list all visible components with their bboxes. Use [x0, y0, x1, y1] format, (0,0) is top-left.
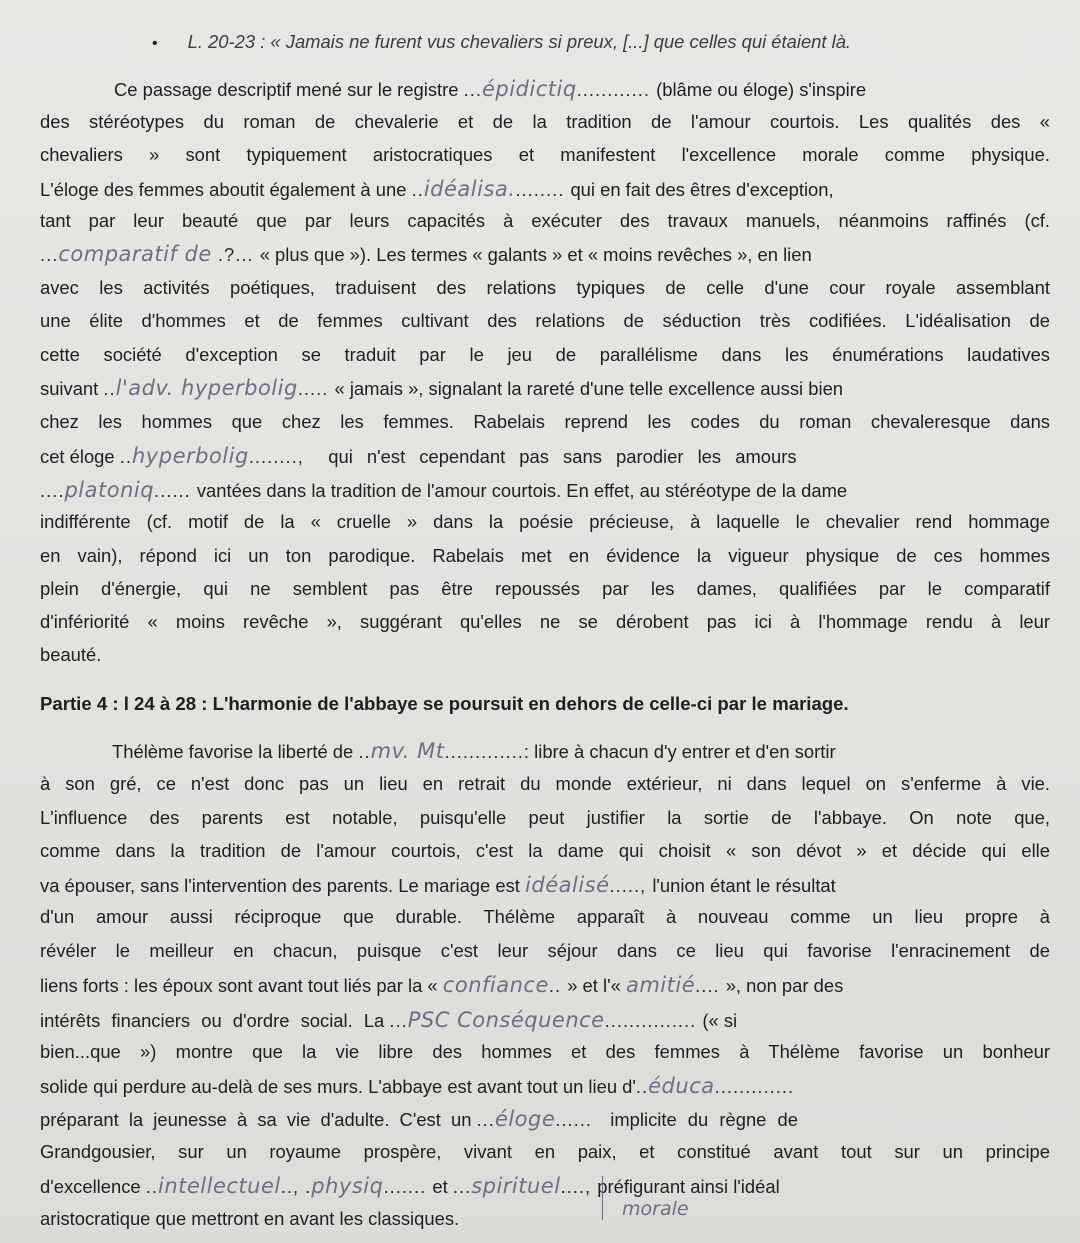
- text-line: cette société d'exception se traduit par le jeu de parallélisme dans les énumérations laudatives: [40, 344, 1050, 365]
- text-line: Thélème favorise la liberté de ..mv. Mt.............: libre à chacun d'y entrer et d'en sortir: [112, 739, 836, 763]
- text-segment: (blâme ou éloge) s'inspire: [656, 79, 867, 100]
- text-line: va épouser, sans l'intervention des parents. Le mariage est idéalisé....., l'union étant le résultat: [40, 873, 836, 897]
- text-segment: liens forts : les époux sont avant tout liés par la «: [40, 975, 438, 996]
- text-segment: intérêts financiers ou d'ordre social. La: [40, 1010, 385, 1031]
- handwritten-answer: platoniq: [64, 478, 155, 502]
- text-segment: vantées dans la tradition de l'amour courtois. En effet, au stéréotype de la dame: [196, 480, 848, 501]
- text-line: une élite d'hommes et de femmes cultivant des relations de séduction très codifiées. L'idéalisation de: [40, 310, 1050, 331]
- handwritten-answer: hyperbolig: [132, 444, 249, 468]
- text-line: des stéréotypes du roman de chevalerie et de la tradition de l'amour courtois. Les qualités des «: [40, 111, 1050, 132]
- text-segment: qui en fait des êtres d'exception,: [570, 179, 834, 200]
- text-line: d'un amour aussi réciproque que durable. Thélème apparaît à nouveau comme un lieu propre à: [40, 906, 1050, 927]
- text-segment: « plus que »). Les termes « galants » et « moins revêches », en lien: [259, 244, 812, 265]
- text-segment: suivant: [40, 378, 99, 399]
- text-segment: cet éloge: [40, 446, 115, 467]
- text-segment: implicite du règne de: [610, 1109, 798, 1130]
- handwritten-answer: comparatif de: [58, 242, 212, 266]
- text-line: avec les activités poétiques, traduisent des relations typiques de celle d'une cour royale assemblant: [40, 277, 1050, 298]
- text-line: intérêts financiers ou d'ordre social. La ...PSC Conséquence............... (« si: [40, 1008, 738, 1032]
- text-segment: Thélème favorise la liberté de: [112, 741, 354, 762]
- handwritten-answer: épidictiq: [481, 77, 577, 101]
- text-segment: » et l'«: [567, 975, 621, 996]
- handwritten-note: morale: [622, 1198, 689, 1220]
- text-line: chevaliers » sont typiquement aristocratiques et manifestent l'excellence morale comme physique.: [40, 144, 1050, 165]
- handwritten-answer: intellectuel: [158, 1174, 281, 1198]
- text-line: comme dans la tradition de l'amour courtois, c'est la dame qui choisit « son dévot » et décide qui elle: [40, 840, 1050, 861]
- text-segment: solide qui perdure au-delà de ses murs. L'abbaye est avant tout un lieu d': [40, 1076, 636, 1097]
- text-segment: d'excellence: [40, 1176, 141, 1197]
- text-line: indifférente (cf. motif de la « cruelle » dans la poésie précieuse, à laquelle le chevalier rend hommage: [40, 511, 1050, 532]
- text-line: liens forts : les époux sont avant tout liés par la « confiance.. » et l'« amitié.... », non par des: [40, 973, 844, 997]
- handwritten-answer: physiq: [311, 1174, 384, 1198]
- text-line: ....platoniq...... vantées dans la tradition de l'amour courtois. En effet, au stéréotype de la dame: [40, 478, 848, 502]
- text-line: solide qui perdure au-delà de ses murs. L'abbaye est avant tout un lieu d'..éduca.............: [40, 1074, 795, 1098]
- text-line: d'excellence ..intellectuel.., .physiq....... et ...spirituel...., préfigurant ainsi l'idéal: [40, 1174, 780, 1198]
- text-line: tant par leur beauté que par leurs capacités à exécuter des travaux manuels, néanmoins raffinés (cf.: [40, 210, 1050, 231]
- quote-reference: L. 20-23 : « Jamais ne furent vus chevaliers si preux, [...] que celles qui étaient là.: [187, 31, 852, 52]
- text-segment: préparant la jeunesse à sa vie d'adulte. C'est un: [40, 1109, 472, 1130]
- text-line: Grandgousier, sur un royaume prospère, vivant en paix, et constitué avant tout sur un principe: [40, 1141, 1050, 1162]
- text-segment: va épouser, sans l'intervention des parents. Le mariage est: [40, 875, 520, 896]
- handwritten-answer: amitié: [625, 973, 696, 997]
- text-line: en vain), répond ici un ton parodique. Rabelais met en évidence la vigueur physique de ces hommes: [40, 545, 1050, 566]
- text-line: d'infériorité « moins revêche », suggérant qu'elles ne se dérobent pas ici à l'hommage rendu à leur: [40, 611, 1050, 632]
- bullet-item: [152, 33, 1040, 52]
- text-segment: », non par des: [725, 975, 844, 996]
- text-segment: l'union étant le résultat: [652, 875, 836, 896]
- text-line: chez les hommes que chez les femmes. Rabelais reprend les codes du roman chevaleresque dans: [40, 411, 1050, 432]
- handwritten-answer: confiance: [442, 973, 549, 997]
- text-segment: : libre à chacun d'y entrer et d'en sortir: [523, 741, 836, 762]
- text-line: L'éloge des femmes aboutit également à une ..idéalisa......... qui en fait des êtres d'exception,: [40, 177, 834, 201]
- text-segment: « jamais », signalant la rareté d'une telle excellence aussi bien: [334, 378, 844, 399]
- section-heading: Partie 4 : l 24 à 28 : L'harmonie de l'abbaye se poursuit en dehors de celle-ci par le mariage.: [40, 693, 849, 714]
- handwritten-answer: éloge: [494, 1107, 556, 1131]
- text-segment: et: [432, 1176, 448, 1197]
- handwritten-answer: mv. Mt: [370, 739, 445, 763]
- text-line: bien...que ») montre que la vie libre des hommes et des femmes à Thélème favorise un bonheur: [40, 1041, 1050, 1062]
- handwritten-answer: éduca: [648, 1074, 715, 1098]
- handwritten-answer: spirituel: [471, 1174, 561, 1198]
- text-segment: Ce passage descriptif mené sur le registre: [114, 79, 459, 100]
- text-line: révéler le meilleur en chacun, puisque c'est leur séjour dans ce lieu qui favorise l'enracinement de: [40, 940, 1050, 961]
- text-line: suivant ..l'adv. hyperbolig..... « jamais », signalant la rareté d'une telle excellence aussi bien: [40, 376, 844, 400]
- text-line: à son gré, ce n'est donc pas un lieu en retrait du monde extérieur, ni dans lequel on s'enferme à vie.: [40, 773, 1050, 794]
- text-line: cet éloge ..hyperbolig........, qui n'est cependant pas sans parodier les amours: [40, 444, 797, 468]
- text-line: préparant la jeunesse à sa vie d'adulte. C'est un ...éloge...... implicite du règne de: [40, 1107, 798, 1131]
- handwritten-answer: idéalisa.: [423, 177, 516, 201]
- handwritten-answer: idéalisé: [525, 873, 610, 897]
- bullet-marker: •: [152, 35, 158, 52]
- text-line: L'influence des parents est notable, puisqu'elle peut justifier la sortie de l'abbaye. On note que,: [40, 807, 1050, 828]
- handwritten-answer: l'adv. hyperbolig: [115, 376, 298, 400]
- text-line: plein d'énergie, qui ne semblent pas être repoussés par les dames, qualifiées par le comparatif: [40, 578, 1050, 599]
- text-segment: (« si: [702, 1010, 738, 1031]
- text-line: beauté.: [40, 644, 102, 665]
- text-line: Ce passage descriptif mené sur le registre ...épidictiq............ (blâme ou éloge) s'inspire: [114, 77, 867, 101]
- text-segment: préfigurant ainsi l'idéal: [597, 1176, 780, 1197]
- text-segment: L'éloge des femmes aboutit également à une: [40, 179, 407, 200]
- text-segment: qui n'est cependant pas sans parodier les amours: [328, 446, 797, 467]
- handwritten-answer: PSC Conséquence: [407, 1008, 605, 1032]
- text-line: ...comparatif de .?... « plus que »). Les termes « galants » et « moins revêches », en lien: [40, 242, 812, 266]
- text-line: aristocratique que mettront en avant les classiques.: [40, 1208, 460, 1229]
